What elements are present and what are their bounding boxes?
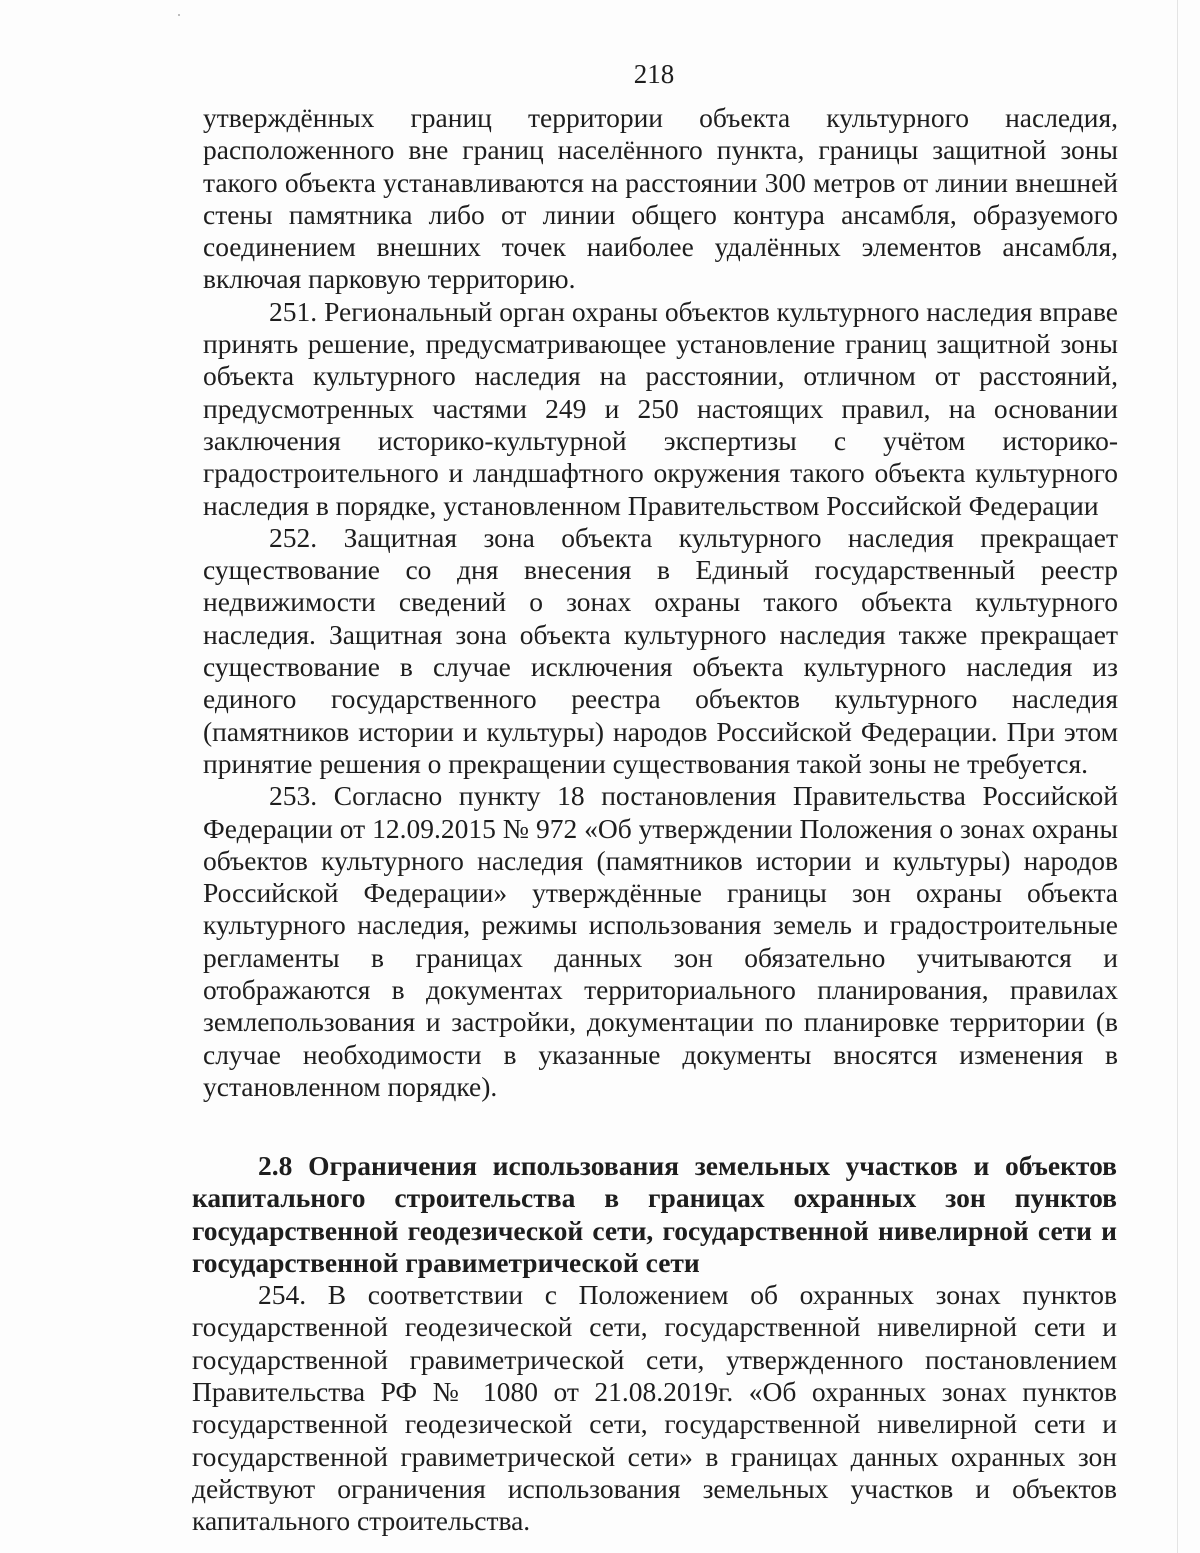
paragraph-250-continuation: утверждённых границ территории объекта культурного наследия, расположенного вне границ населённого пункта, границы защитной зоны такого объекта устанавливаются на расстоянии 300 метров от линии внешней стены памятника либо от линии общего контура ансамбля, образуемого соединением внешних точек наиболее удалённых элементов ансамбля, включая парковую территорию. [203,102,1118,295]
text-block-lower [192,1150,1117,1538]
page-edge [1177,0,1178,1553]
scan-artifact [178,14,180,16]
section-heading: 2.8 Ограничения использования земельных участков и объектов капитального строительства в границах охранных зон пунктов государственной геодезической сети, государственной нивелирной сети и государственной гравиметрической сети [192,1150,1117,1278]
paragraph-252: 252. Защитная зона объекта культурного наследия прекращает существование со дня внесения в Единый государственный реестр недвижимости сведений о зонах охраны такого объекта культурного наследия. Защитная зона объекта культурного наследия также прекращает существование в случае исключения объекта культурного наследия из единого государственного реестра объектов культурного наследия (памятников истории и культуры) народов Российской Федерации. При этом принятие решения о прекращении существования такой зоны не требуется. [203,521,1118,779]
text-block-upper [203,102,1118,1103]
paragraph-254: 254. В соответствии с Положением об охранных зонах пунктов государственной геодезической сети, государственной нивелирной сети и государственной гравиметрической сети, утвержденного постановлением Правительства РФ № 1080 от 21.08.2019г. «Об охранных зонах пунктов государственной геодезической сети, государственной нивелирной сети и государственной гравиметрической сети» в границах данных охранных зон действуют ограничения использования земельных участков и объектов капитального строительства. [192,1279,1117,1537]
page-number: 218 [633,59,675,89]
paragraph-253: 253. Согласно пункту 18 постановления Правительства Российской Федерации от 12.09.2015 № 972 «Об утверждении Положения о зонах охраны объектов культурного наследия (памятников истории и культуры) народов Российской Федерации» утверждённые границы зон охраны объекта культурного наследия, режимы использования земель и градостроительные регламенты в границах данных зон обязательно учитываются и отображаются в документах территориального планирования, правилах землепользования и застройки, документации по планировке территории (в случае необходимости в указанные документы вносятся изменения в установленном порядке). [203,780,1118,1102]
paragraph-251: 251. Региональный орган охраны объектов культурного наследия вправе принять решение, предусматривающее установление границ защитной зоны объекта культурного наследия на расстоянии, отличном от расстояний, предусмотренных частями 249 и 250 настоящих правил, на основании заключения историко-культурной экспертизы с учётом историко-градостроительного и ландшафтного окружения такого объекта культурного наследия в порядке, установленном Правительством Российской Федерации [203,295,1118,521]
